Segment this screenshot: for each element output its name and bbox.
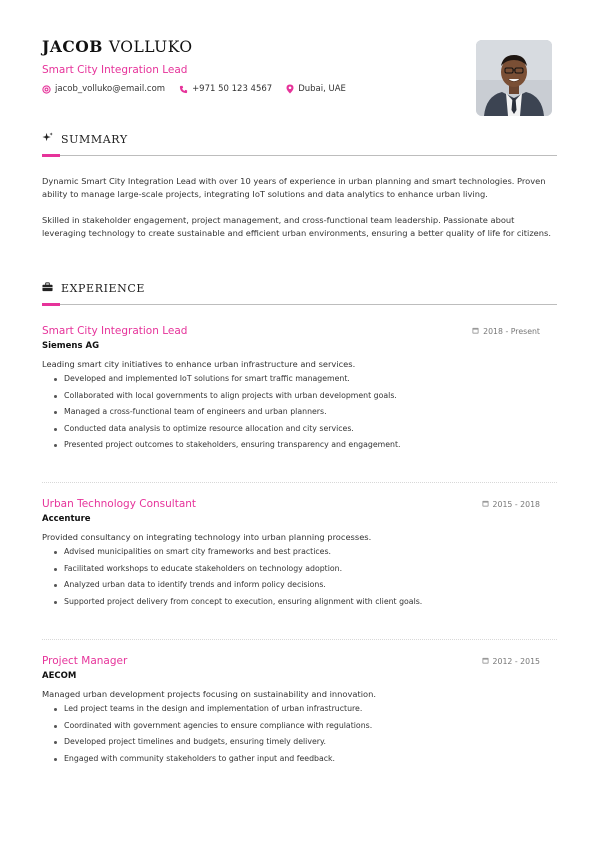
briefcase-icon	[42, 282, 53, 295]
job-entry-3	[42, 655, 557, 767]
list-item: Developed project timelines and budgets, ensuring timely delivery.	[54, 734, 557, 751]
job-dates	[482, 500, 540, 509]
map-pin-icon	[286, 84, 294, 94]
summary-section-header	[42, 132, 557, 156]
job-description: Provided consultancy on integrating technology into urban planning processes.	[42, 532, 372, 542]
profile-photo	[476, 40, 552, 116]
experience-section-header	[42, 282, 557, 305]
job-title: Project Manager	[42, 655, 128, 667]
calendar-icon	[482, 657, 489, 666]
list-item: Managed a cross-functional team of engineers and urban planners.	[54, 404, 557, 421]
contact-location	[286, 84, 346, 94]
job-entry-2	[42, 498, 557, 610]
company-name: AECOM	[42, 671, 77, 681]
job-bullets	[42, 371, 557, 454]
job-dates-text: 2018 - Present	[483, 327, 540, 336]
job-dates	[472, 327, 540, 336]
job-dates-text: 2012 - 2015	[492, 657, 540, 666]
job-title: Urban Technology Consultant	[42, 498, 197, 510]
job-bullets	[42, 544, 557, 610]
list-item: Engaged with community stakeholders to gather input and feedback.	[54, 751, 557, 768]
candidate-name	[42, 37, 193, 56]
list-item: Developed and implemented IoT solutions for smart traffic management.	[54, 371, 557, 388]
job-entry-1	[42, 325, 557, 454]
calendar-icon	[482, 500, 489, 509]
company-name: Accenture	[42, 514, 91, 524]
job-dates-text: 2015 - 2018	[492, 500, 540, 509]
first-name: JACOB	[42, 37, 103, 56]
contact-email[interactable]	[42, 84, 165, 94]
at-sign-icon	[42, 85, 51, 94]
company-name: Siemens AG	[42, 341, 100, 351]
last-name: VOLLUKO	[108, 38, 193, 56]
list-item: Conducted data analysis to optimize resource allocation and city services.	[54, 421, 557, 438]
list-item: Coordinated with government agencies to ensure compliance with regulations.	[54, 718, 557, 735]
job-dates	[482, 657, 540, 666]
phone-text: +971 50 123 4567	[192, 84, 273, 94]
list-item: Advised municipalities on smart city frameworks and best practices.	[54, 544, 557, 561]
list-item: Collaborated with local governments to align projects with urban development goals.	[54, 388, 557, 405]
headline-title: Smart City Integration Lead	[42, 64, 188, 76]
job-bullets	[42, 701, 557, 767]
list-item: Presented project outcomes to stakeholders, ensuring transparency and engagement.	[54, 437, 557, 454]
contact-phone[interactable]	[179, 84, 272, 94]
calendar-icon	[472, 327, 479, 336]
job-title: Smart City Integration Lead	[42, 325, 188, 337]
location-text: Dubai, UAE	[298, 84, 346, 94]
summary-heading: SUMMARY	[61, 132, 128, 146]
job-description: Leading smart city initiatives to enhance urban infrastructure and services.	[42, 359, 356, 369]
list-item: Facilitated workshops to educate stakeholders on technology adoption.	[54, 561, 557, 578]
summary-divider	[42, 155, 557, 156]
job-separator	[42, 482, 557, 483]
job-separator	[42, 639, 557, 640]
list-item: Analyzed urban data to identify trends and inform policy decisions.	[54, 577, 557, 594]
experience-heading: EXPERIENCE	[61, 282, 146, 295]
job-description: Managed urban development projects focusing on sustainability and innovation.	[42, 689, 377, 699]
summary-paragraph-1: Dynamic Smart City Integration Lead with over 10 years of experience in urban planning and smart technologies. Proven ability to manage large-scale projects, integrating IoT solutions and data analytics to enhance urban living.	[42, 176, 546, 199]
phone-icon	[179, 85, 188, 94]
summary-paragraph-2: Skilled in stakeholder engagement, project management, and cross-functional team leadership. Passionate about leveraging technology to create sustainable and efficient urban environments, ensuring a better quality of life for citizens.	[42, 215, 552, 238]
contact-row	[42, 84, 346, 94]
experience-divider	[42, 304, 557, 305]
sparkle-icon	[42, 132, 53, 146]
list-item: Led project teams in the design and implementation of urban infrastructure.	[54, 701, 557, 718]
email-text: jacob_volluko@email.com	[55, 84, 166, 94]
list-item: Supported project delivery from concept to execution, ensuring alignment with client goals.	[54, 594, 557, 611]
